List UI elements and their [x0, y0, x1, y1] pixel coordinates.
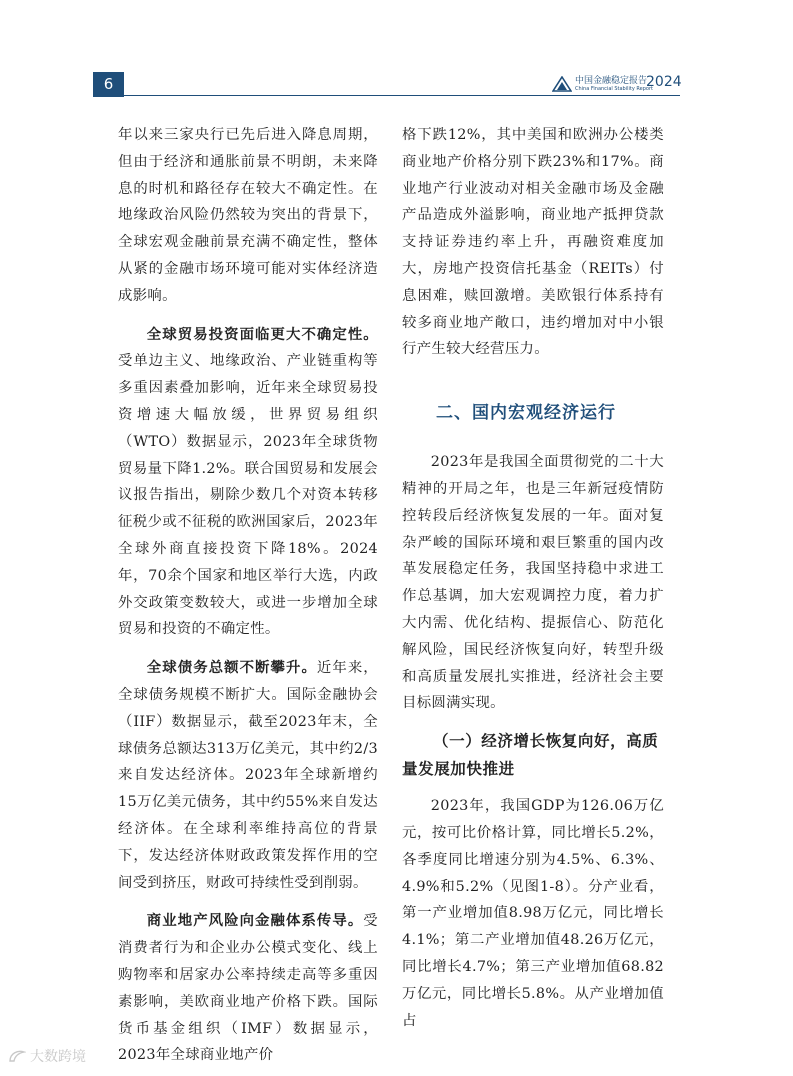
- section-title: 二、国内宏观经济运行: [436, 403, 616, 424]
- watermark-logo-icon: [8, 1049, 26, 1063]
- real-estate-body: 受消费者行为和企业办公模式变化、线上购物率和居家办公率持续走高等多重因素影响，美欧商业地产价格下跌。国际货币基金组织（IMF）数据显示，2023年全球商业地产价: [118, 913, 378, 1064]
- watermark: [8, 1046, 86, 1066]
- left-column: [118, 122, 378, 1069]
- right-paragraph-1: 格下跌12%，其中美国和欧洲办公楼类商业地产价格分别下跌23%和17%。商业地产行业波动对相关金融市场及金融产品造成外溢影响，商业地产抵押贷款支持证券违约率上升，再融资难度加大，房地产投资信托基金（REITs）付息困难，赎回激增。美欧银行体系持有较多商业地产敞口，违约增加对中小银行产生较大经营压力。: [402, 127, 664, 358]
- right-paragraph-3: 2023年，我国GDP为126.06万亿元，按可比价格计算，同比增长5.2%，各季度同比增速分别为4.5%、6.3%、4.9%和5.2%（见图1-8）。分产业看，第一产业增加值8.98万亿元，同比增长4.1%；第二产业增加值48.26万亿元，同比增长4.7%；第三产业增加值68.82万亿元，同比增长5.8%。从产业增加值占: [402, 798, 664, 1029]
- debt-heading: 全球债务总额不断攀升。: [146, 659, 317, 677]
- report-title-en: China Financial Stability Report: [575, 86, 653, 92]
- page-header: [0, 0, 793, 100]
- report-title-cn: 中国金融稳定报告: [575, 76, 648, 86]
- header-rule: [124, 95, 680, 96]
- page-number: 6: [93, 72, 124, 97]
- debt-body: 近年来，全球债务规模不断扩大。国际金融协会（IIF）数据显示，截至2023年末，全球债务总额达313万亿美元，其中约2/3来自发达经济体。2023年全球新增约15万亿美元债务，其中约55%来自发达经济体。在全球利率维持高位的背景下，发达经济体财政政策发挥作用的空间受到挤压，财政可持续性受到削弱。: [118, 660, 378, 891]
- watermark-text: 大数跨境: [30, 1049, 86, 1065]
- real-estate-heading: 商业地产风险向金融体系传导。: [146, 912, 364, 930]
- left-paragraph-real-estate: [118, 908, 378, 1069]
- sub-section-title: （一）经济增长恢复向好，高质量发展加快推进: [402, 731, 659, 779]
- trade-body: 受单边主义、地缘政治、产业链重构等多重因素叠加影响，近年来全球贸易投资增速大幅放缓，世界贸易组织（WTO）数据显示，2023年全球货物贸易量下降1.2%。联合国贸易和发展会议报告指出，剔除少数几个对资本转移征税少或不征税的欧洲国家后，2023年全球外商直接投资下降18%。2024年，70余个国家和地区举行大选，内政外交政策变数较大，或进一步增加全球贸易和投资的不确定性。: [118, 353, 378, 638]
- trade-heading: 全球贸易投资面临更大不确定性。: [146, 325, 378, 343]
- right-paragraph-2: 2023年是我国全面贯彻党的二十大精神的开局之年，也是三年新冠疫情防控转段后经济恢复发展的一年。面对复杂严峻的国际环境和艰巨繁重的国内改革发展稳定任务，我国坚持稳中求进工作总基调，加大宏观调控力度，着力扩大内需、优化结构、提振信心、防范化解风险，国民经济恢复向好，转型升级和高质量发展扎实推进，经济社会主要目标圆满实现。: [402, 454, 664, 712]
- left-paragraph-1: 年以来三家央行已先后进入降息周期，但由于经济和通胀前景不明朗，未来降息的时机和路径存在较大不确定性。在地缘政治风险仍然较为突出的背景下，全球宏观金融前景充满不确定性，整体从紧的金融市场环境可能对实体经济造成影响。: [118, 127, 378, 304]
- left-paragraph-debt: [118, 655, 378, 896]
- report-logo-icon: [552, 76, 572, 92]
- report-year: 2024: [646, 74, 682, 90]
- right-column: [402, 122, 664, 1034]
- left-paragraph-trade: [118, 322, 378, 644]
